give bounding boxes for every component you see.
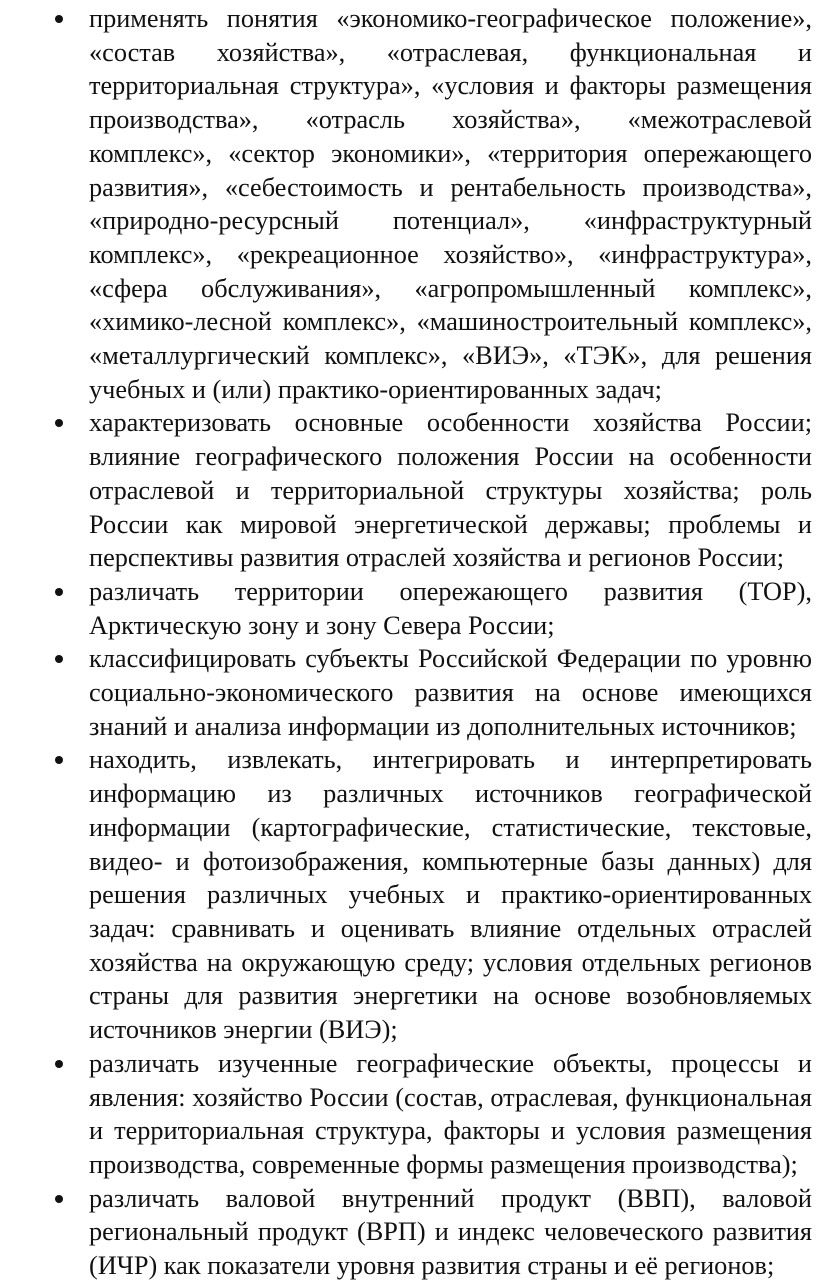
bullet-icon	[55, 756, 63, 764]
list-item	[0, 1182, 816, 1283]
list-item	[0, 642, 816, 743]
list-item	[0, 575, 816, 642]
list-item-text: характеризовать основные особенности хозяйства России; влияние географического положения России на особенности отраслевой и территориальной структуры хозяйства; роль России как мировой энергетической державы; проблемы и перспективы развития отраслей хозяйства и регионов России;	[89, 408, 812, 573]
bullet-icon	[55, 15, 63, 23]
bullet-icon	[55, 588, 63, 596]
list-item	[0, 743, 816, 1046]
list-item-text: различать территории опережающего развития (ТОР), Арктическую зону и зону Севера России;	[89, 576, 812, 640]
list-item-text: находить, извлекать, интегрировать и интерпретировать информацию из различных источников географической информации (картографические, статистические, текстовые, видео- и фотоизображения, компьютерные базы данных) для решения различных учебных и практико-ориентированных задач: сравнивать и оценивать влияние отдельных отраслей хозяйства на окружающую среду; условия отдельных регионов страны для развития энергетики на основе возобновляемых источников энергии (ВИЭ);	[89, 745, 812, 1045]
list-item-text: классифицировать субъекты Российской Федерации по уровню социально-экономического развития на основе имеющихся знаний и анализа информации из дополнительных источников;	[89, 644, 812, 741]
bullet-list	[0, 2, 816, 1283]
list-item-text: различать изученные географические объекты, процессы и явления: хозяйство России (состав, отраслевая, функциональная и территориальная структура, факторы и условия размещения производства, современные формы размещения производства);	[89, 1048, 812, 1179]
list-item-text: применять понятия «экономико-географическое положение», «состав хозяйства», «отраслевая, функциональная и территориальная структура», «условия и факторы размещения производства», «отрасль хозяйства», «межотраслевой комплекс», «сектор экономики», «территория опережающего развития», «себестоимость и рентабельность производства», «природно-ресурсный потенциал», «инфраструктурный комплекс», «рекреационное хозяйство», «инфраструктура», «сфера обслуживания», «агропромышленный комплекс», «химико-лесной комплекс», «машиностроительный комплекс», «металлургический комплекс», «ВИЭ», «ТЭК», для решения учебных и (или) практико-ориентированных задач;	[89, 4, 812, 404]
list-item	[0, 2, 816, 406]
bullet-icon	[55, 655, 63, 663]
list-item-text: различать валовой внутренний продукт (ВВП), валовой региональный продукт (ВРП) и индекс человеческого развития (ИЧР) как показатели уровня развития страны и её регионов;	[89, 1183, 812, 1281]
bullet-icon	[55, 419, 63, 427]
bullet-icon	[55, 1195, 63, 1203]
list-item	[0, 1047, 816, 1182]
list-item	[0, 406, 816, 575]
bullet-icon	[55, 1060, 63, 1068]
